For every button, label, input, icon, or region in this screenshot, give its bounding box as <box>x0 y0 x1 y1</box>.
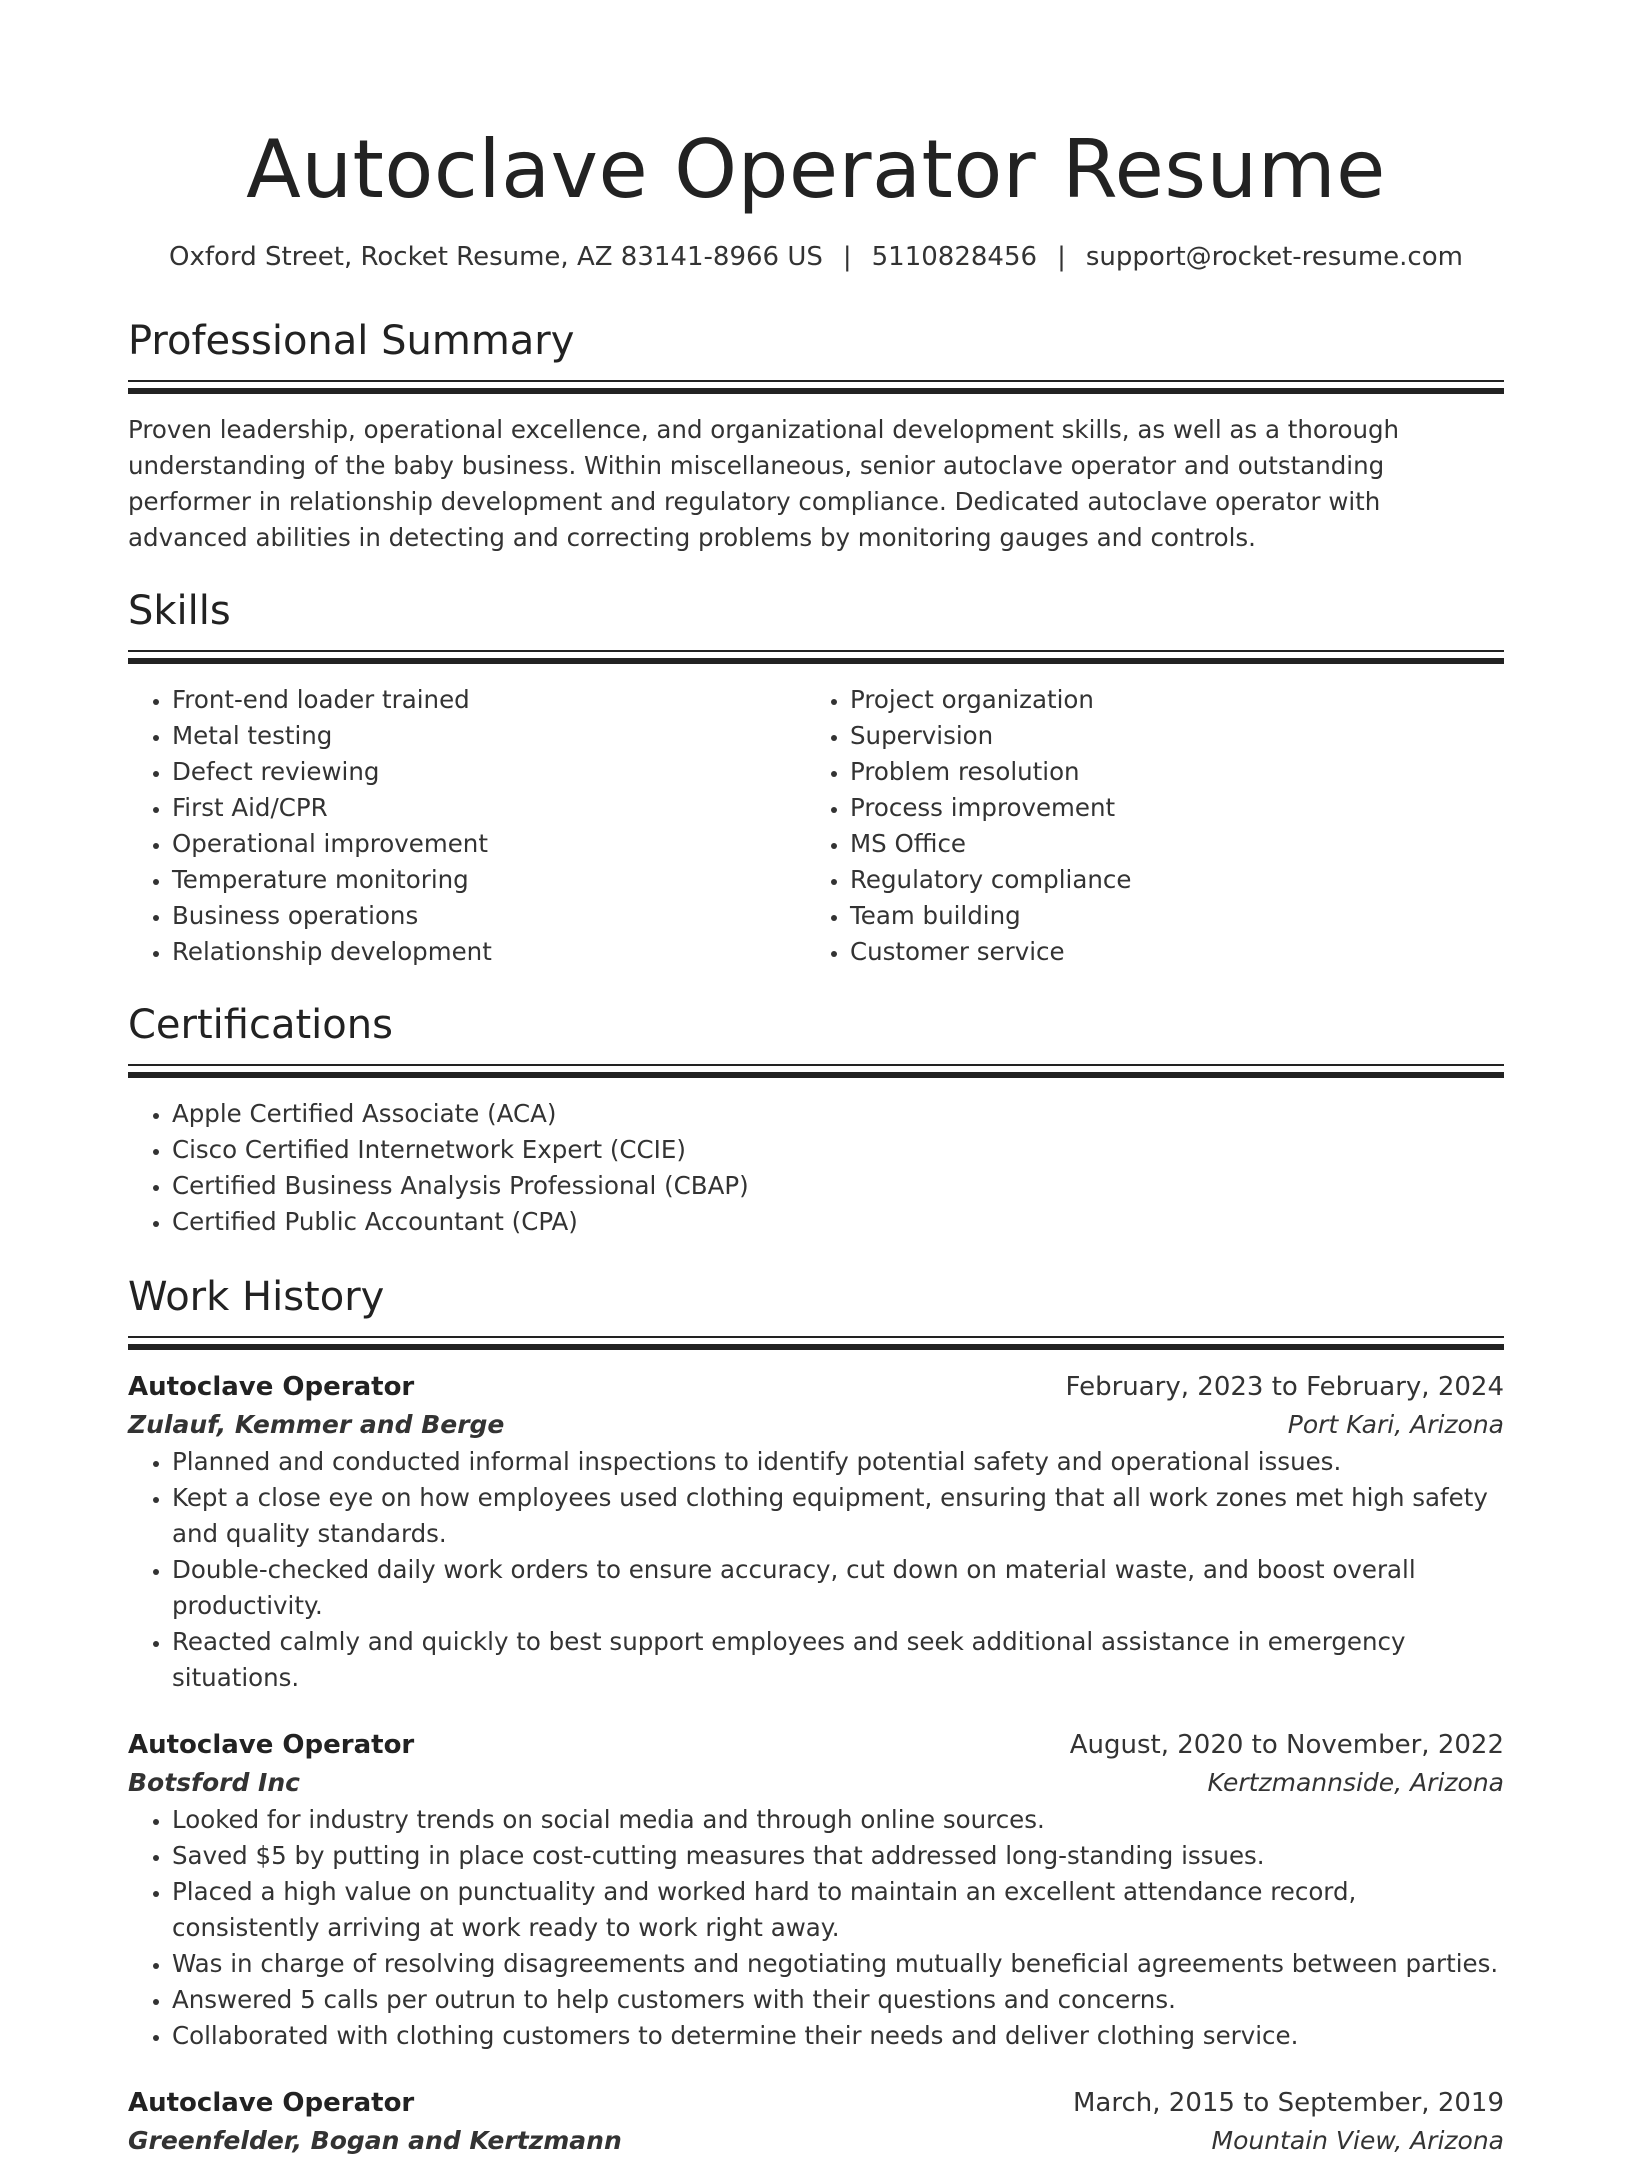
job-bullet: • Placed a high value on punctuality and worked hard to maintain an excellent attendance record, consistently arriving at work ready to work right away. <box>172 1874 1504 1946</box>
skill-item: • Team building <box>850 898 1484 934</box>
contact-separator: | <box>1057 242 1066 272</box>
skill-item: • Regulatory compliance <box>850 862 1484 898</box>
contact-separator: | <box>842 242 852 272</box>
skill-item: • Temperature monitoring <box>172 862 806 898</box>
skill-item: • First Aid/CPR <box>172 790 806 826</box>
certifications-section <box>128 1000 1504 1240</box>
job-bullet: • Reacted calmly and quickly to best support employees and seek additional assistance in emergency situations. <box>172 1624 1504 1696</box>
job-bullet: • Collaborated with clothing customers to determine their needs and deliver clothing service. <box>172 2018 1504 2054</box>
job-dates: February, 2023 to February, 2024 <box>1065 1372 1504 1402</box>
contact-email: support@rocket-resume.com <box>1085 242 1463 272</box>
skill-item: • Project organization <box>850 682 1484 718</box>
job-entry <box>128 2084 1504 2160</box>
skill-item: • Problem resolution <box>850 754 1484 790</box>
job-bullet-list <box>128 1444 1504 1696</box>
section-divider <box>128 1064 1504 1078</box>
skill-item: • Relationship development <box>172 934 806 970</box>
section-divider <box>128 380 1504 394</box>
skill-item: • Defect reviewing <box>172 754 806 790</box>
section-title-certifications: Certifications <box>128 1002 393 1048</box>
resume-content <box>128 120 1504 2160</box>
job-bullet: • Looked for industry trends on social media and through online sources. <box>172 1802 1504 1838</box>
skill-item: • Customer service <box>850 934 1484 970</box>
skills-column-right <box>806 682 1484 970</box>
skills-column-left <box>128 682 806 970</box>
job-bullet: • Answered 5 calls per outrun to help customers with their questions and concerns. <box>172 1982 1504 2018</box>
skill-item: • Metal testing <box>172 718 806 754</box>
skill-item: • Business operations <box>172 898 806 934</box>
contact-line <box>128 240 1504 274</box>
skill-item: • MS Office <box>850 826 1484 862</box>
skill-item: • Operational improvement <box>172 826 806 862</box>
skills-section <box>128 586 1504 970</box>
summary-section <box>128 316 1504 556</box>
job-company: Zulauf, Kemmer and Berge <box>128 1410 505 1439</box>
job-title: Autoclave Operator <box>128 1730 415 1760</box>
skills-grid <box>128 682 1504 970</box>
section-title-skills: Skills <box>128 588 231 634</box>
certification-item: • Certified Business Analysis Professional (CBAP) <box>172 1168 1504 1204</box>
job-title: Autoclave Operator <box>128 1372 415 1402</box>
certification-item: • Certified Public Accountant (CPA) <box>172 1204 1504 1240</box>
job-dates: March, 2015 to September, 2019 <box>1073 2088 1504 2118</box>
job-bullet: • Double-checked daily work orders to ensure accuracy, cut down on material waste, and boost overall productivity. <box>172 1552 1504 1624</box>
section-divider <box>128 650 1504 664</box>
job-bullet: • Kept a close eye on how employees used clothing equipment, ensuring that all work zones met high safety and quality standards. <box>172 1480 1504 1552</box>
skill-item: • Front-end loader trained <box>172 682 806 718</box>
work-history-section <box>128 1272 1504 2160</box>
job-entry <box>128 1726 1504 2054</box>
certification-item: • Cisco Certified Internetwork Expert (CCIE) <box>172 1132 1504 1168</box>
job-bullet: • Planned and conducted informal inspections to identify potential safety and operational issues. <box>172 1444 1504 1480</box>
job-company: Greenfelder, Bogan and Kertzmann <box>128 2126 622 2155</box>
contact-address: Oxford Street, Rocket Resume, AZ 83141-8966 US <box>169 242 823 272</box>
contact-phone: 5110828456 <box>871 242 1038 272</box>
job-location: Port Kari, Arizona <box>1287 1410 1504 1439</box>
skill-item: • Process improvement <box>850 790 1484 826</box>
job-title: Autoclave Operator <box>128 2088 415 2118</box>
job-location: Mountain View, Arizona <box>1211 2126 1504 2155</box>
job-bullet: • Saved $5 by putting in place cost-cutting measures that addressed long-standing issues. <box>172 1838 1504 1874</box>
job-entry <box>128 1368 1504 1696</box>
job-bullet: • Was in charge of resolving disagreements and negotiating mutually beneficial agreements between parties. <box>172 1946 1504 1982</box>
job-dates: August, 2020 to November, 2022 <box>1069 1730 1504 1760</box>
summary-text: Proven leadership, operational excellence, and organizational development skills, as well as a thorough understanding of the baby business. Within miscellaneous, senior autoclave operator and outstanding performer in relationship development and regulatory compliance. Dedicated autoclave operator with advanced abilities in detecting and correcting problems by monitoring gauges and controls. <box>128 415 1400 552</box>
job-location: Kertzmannside, Arizona <box>1207 1768 1504 1797</box>
job-company: Botsford Inc <box>128 1768 300 1797</box>
section-title-summary: Professional Summary <box>128 318 575 364</box>
job-bullet-list <box>128 1802 1504 2054</box>
resume-name: Autoclave Operator Resume <box>246 123 1386 216</box>
section-divider <box>128 1336 1504 1350</box>
section-title-work-history: Work History <box>128 1274 385 1320</box>
skill-item: • Supervision <box>850 718 1484 754</box>
certification-item: • Apple Certified Associate (ACA) <box>172 1096 1504 1132</box>
